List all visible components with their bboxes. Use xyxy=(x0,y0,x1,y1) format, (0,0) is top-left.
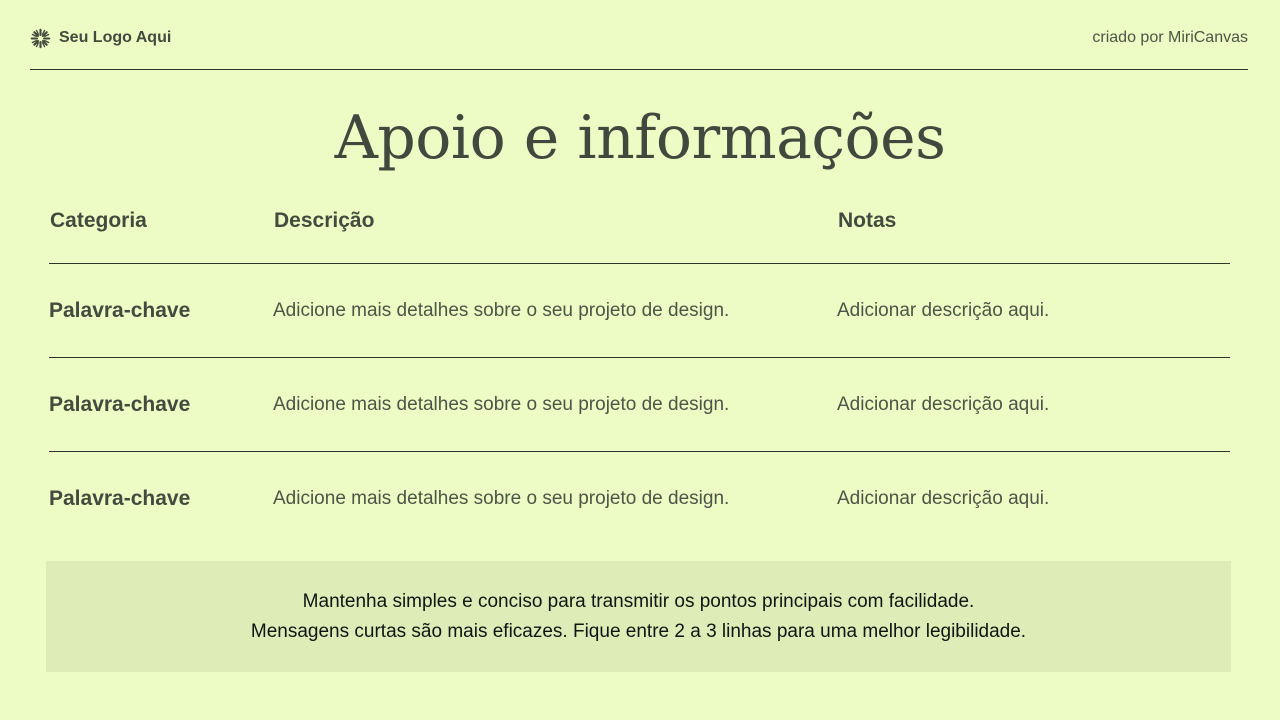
table-row xyxy=(49,452,1230,545)
description-cell: Adicione mais detalhes sobre o seu projeto de design. xyxy=(273,393,730,415)
note-box xyxy=(46,561,1231,672)
category-cell: Palavra-chave xyxy=(49,392,191,416)
page-header xyxy=(30,24,1248,52)
note-line: Mantenha simples e conciso para transmitir os pontos principais com facilidade. xyxy=(302,590,975,612)
brand-name: Seu Logo Aqui xyxy=(59,29,172,46)
column-header-category: Categoria xyxy=(50,208,147,232)
column-header-notes: Notas xyxy=(838,208,897,232)
notes-cell: Adicionar descrição aqui. xyxy=(837,299,1050,321)
header-divider xyxy=(30,69,1248,70)
column-header-description: Descrição xyxy=(274,208,375,232)
table-header-row xyxy=(49,190,1230,264)
brand[interactable] xyxy=(30,28,171,49)
notes-cell: Adicionar descrição aqui. xyxy=(837,487,1050,509)
note-line: Mensagens curtas são mais eficazes. Fique entre 2 a 3 linhas para uma melhor legibilidade. xyxy=(250,620,1027,642)
category-cell: Palavra-chave xyxy=(49,298,191,322)
table-row xyxy=(49,358,1230,452)
credit-text: criado por MiriCanvas xyxy=(1092,29,1248,46)
notes-cell: Adicionar descrição aqui. xyxy=(837,393,1050,415)
sunburst-logo-icon xyxy=(30,28,51,49)
category-cell: Palavra-chave xyxy=(49,486,191,510)
page-title: Apoio e informações xyxy=(334,103,946,173)
table-row xyxy=(49,264,1230,358)
description-cell: Adicione mais detalhes sobre o seu projeto de design. xyxy=(273,299,730,321)
description-cell: Adicione mais detalhes sobre o seu projeto de design. xyxy=(273,487,730,509)
info-table xyxy=(49,190,1230,545)
